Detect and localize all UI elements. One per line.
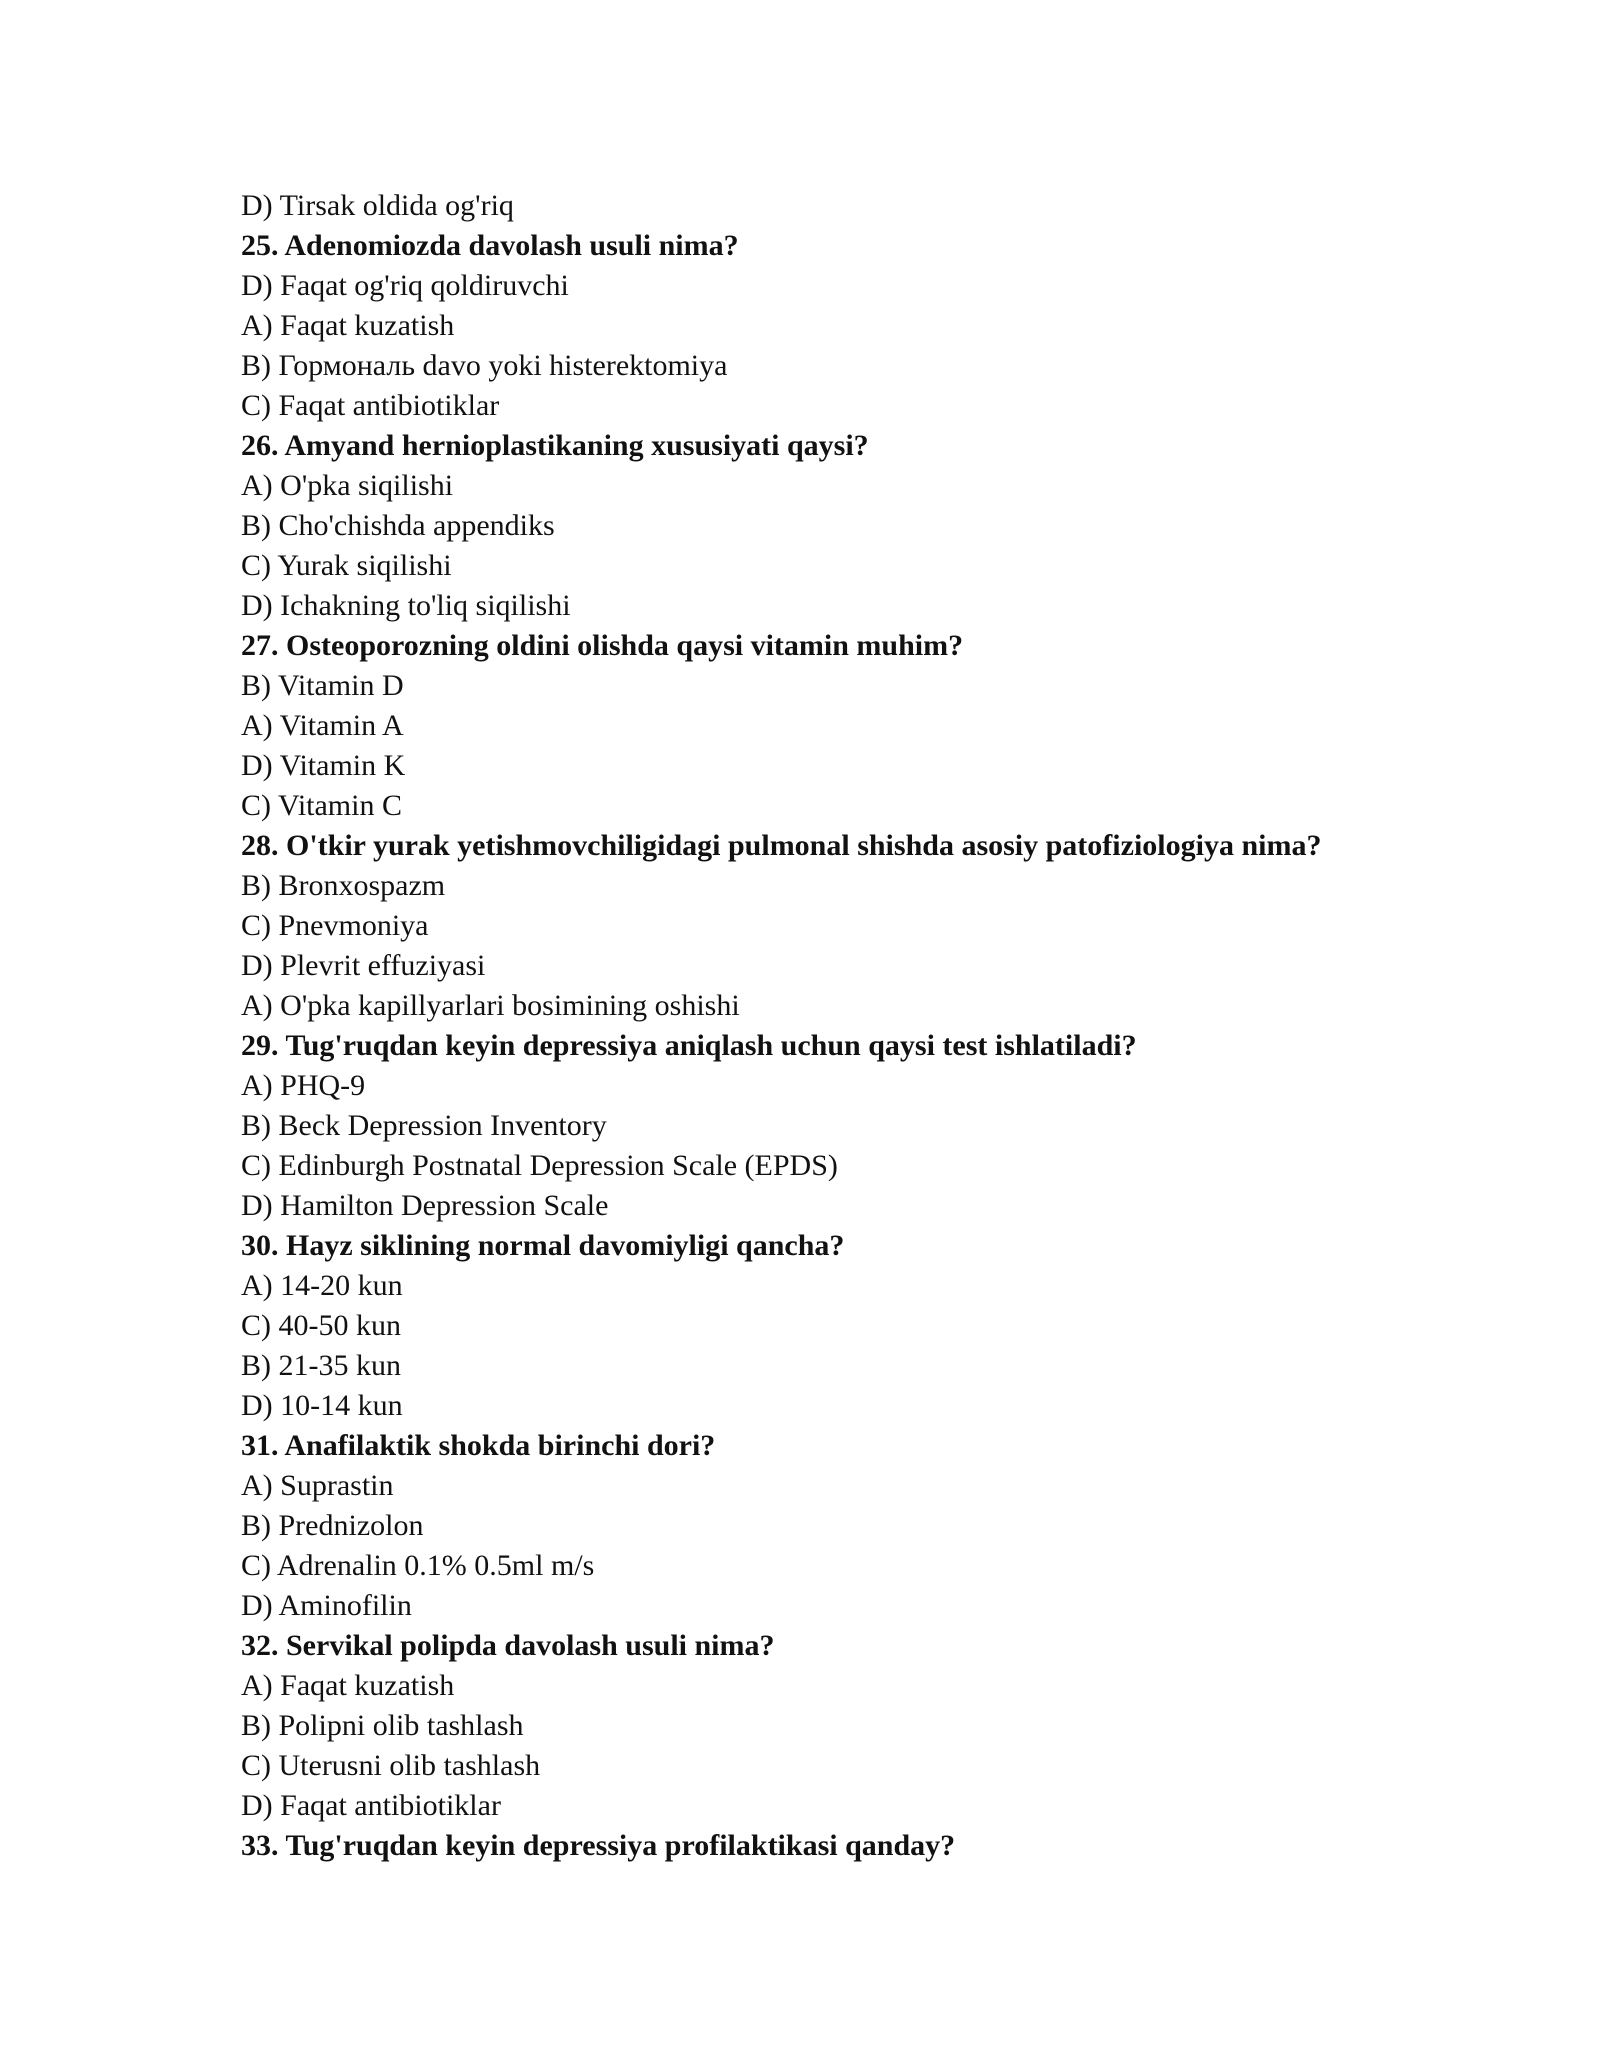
answer-option: B) Beck Depression Inventory: [241, 1109, 607, 1142]
answer-option: C) Pnevmoniya: [241, 909, 429, 942]
question-heading: 26. Amyand hernioplastikaning xususiyati qaysi?: [241, 429, 869, 462]
question-heading: 33. Tug'ruqdan keyin depressiya profilaktikasi qanday?: [241, 1829, 956, 1862]
answer-option: A) O'pka kapillyarlari bosimining oshishi: [241, 989, 740, 1022]
answer-option: D) 10-14 kun: [241, 1389, 403, 1422]
answer-option: C) Uterusni olib tashlash: [241, 1749, 541, 1782]
answer-option: C) Adrenalin 0.1% 0.5ml m/s: [241, 1549, 595, 1582]
answer-option: B) Cho'chishda appendiks: [241, 509, 555, 542]
answer-option: A) PHQ-9: [241, 1069, 366, 1102]
answer-option: D) Faqat og'riq qoldiruvchi: [241, 269, 569, 302]
answer-option: C) Vitamin C: [241, 789, 402, 822]
answer-option: B) Гормональ davo yoki histerektomiya: [241, 349, 728, 382]
question-heading: 25. Adenomiozda davolash usuli nima?: [241, 229, 739, 262]
question-heading: 31. Anafilaktik shokda birinchi dori?: [241, 1429, 716, 1462]
answer-option: D) Plevrit effuziyasi: [241, 949, 486, 982]
answer-option: C) 40-50 kun: [241, 1309, 401, 1342]
answer-option: A) 14-20 kun: [241, 1269, 403, 1302]
answer-option: B) Prednizolon: [241, 1509, 424, 1542]
answer-option: B) Vitamin D: [241, 669, 404, 702]
answer-option: B) Bronxospazm: [241, 869, 446, 902]
answer-option: D) Tirsak oldida og'riq: [241, 189, 514, 222]
answer-option: C) Yurak siqilishi: [241, 549, 452, 582]
answer-option: D) Aminofilin: [241, 1589, 412, 1622]
answer-option: C) Faqat antibiotiklar: [241, 389, 500, 422]
answer-option: A) Vitamin A: [241, 709, 404, 742]
question-heading: 32. Servikal polipda davolash usuli nima?: [241, 1629, 775, 1662]
answer-option: D) Vitamin K: [241, 749, 406, 782]
answer-option: D) Faqat antibiotiklar: [241, 1789, 501, 1822]
answer-option: A) O'pka siqilishi: [241, 469, 454, 502]
question-heading: 27. Osteoporozning oldini olishda qaysi vitamin muhim?: [241, 629, 964, 662]
answer-option: D) Hamilton Depression Scale: [241, 1189, 609, 1222]
answer-option: A) Faqat kuzatish: [241, 1669, 455, 1702]
question-heading: 30. Hayz siklining normal davomiyligi qancha?: [241, 1229, 845, 1262]
answer-option: C) Edinburgh Postnatal Depression Scale (EPDS): [241, 1149, 838, 1182]
answer-option: B) 21-35 kun: [241, 1349, 401, 1382]
question-heading: 29. Tug'ruqdan keyin depressiya aniqlash uchun qaysi test ishlatiladi?: [241, 1029, 1137, 1062]
answer-option: A) Suprastin: [241, 1469, 394, 1502]
answer-option: A) Faqat kuzatish: [241, 309, 455, 342]
answer-option: D) Ichakning to'liq siqilishi: [241, 589, 571, 622]
question-heading: 28. O'tkir yurak yetishmovchiligidagi pulmonal shishda asosiy patofiziologiya nima?: [241, 829, 1322, 862]
answer-option: B) Polipni olib tashlash: [241, 1709, 524, 1742]
document-body: [241, 186, 1441, 1866]
